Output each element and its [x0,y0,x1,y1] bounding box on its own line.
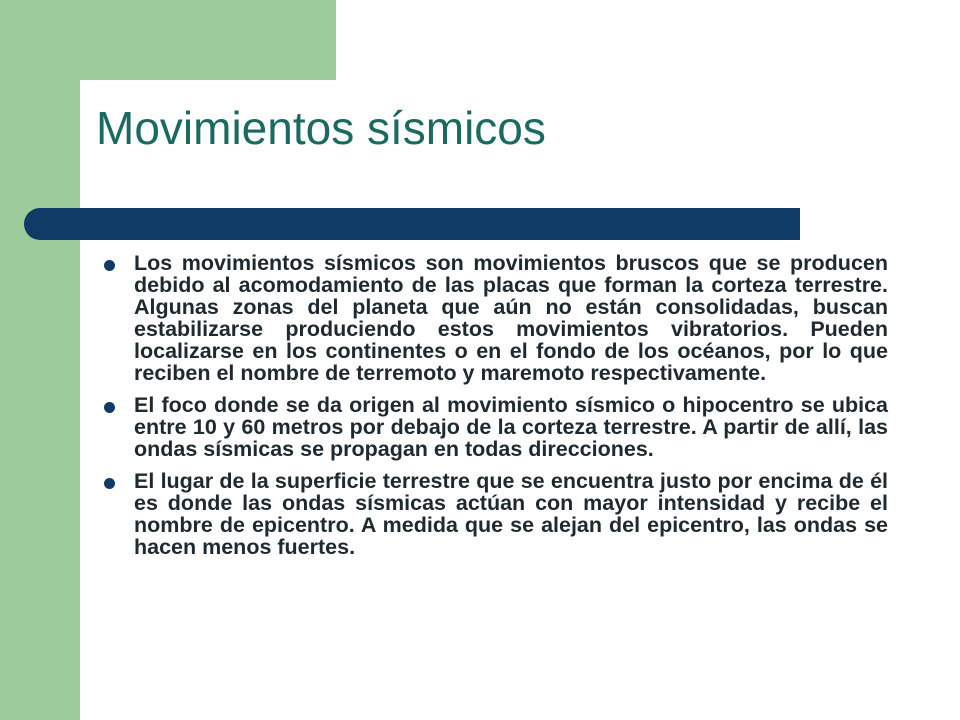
bullet-text: Los movimientos sísmicos son movimientos bruscos que se producen debido al acomodamiento de las placas que forman la corteza terrestre. Algunas zonas del planeta que aún no están consolidadas, buscan estabilizarse produciendo estos movimientos vibratorios. Pueden localizarse en los continentes o en el fondo de los océanos, por lo que reciben el nombre de terremoto y maremoto respectivamente. [134,251,888,385]
slide-title: Movimientos sísmicos [96,102,546,154]
bullet-text: El lugar de la superficie terrestre que se encuentra justo por encima de él es donde las ondas sísmicas actúan con mayor intensidad y recibe el nombre de epicentro. A medida que se alejan del epicentro, las ondas se hacen menos fuertes. [134,469,888,559]
bullet-item [98,394,888,460]
bullet-text: El foco donde se da origen al movimiento sísmico o hipocentro se ubica entre 10 y 60 metros por debajo de la corteza terrestre. A partir de allí, las ondas sísmicas se propagan en todas direcciones. [134,393,888,461]
bullet-item [98,252,888,384]
title-divider-bar [24,208,800,240]
bullet-list [98,252,888,568]
bullet-dot-icon [104,402,115,413]
decorative-top-band [0,0,336,80]
decorative-side-band [0,0,80,720]
bullet-dot-icon [104,478,115,489]
bullet-dot-icon [104,260,115,271]
bullet-item [98,470,888,558]
